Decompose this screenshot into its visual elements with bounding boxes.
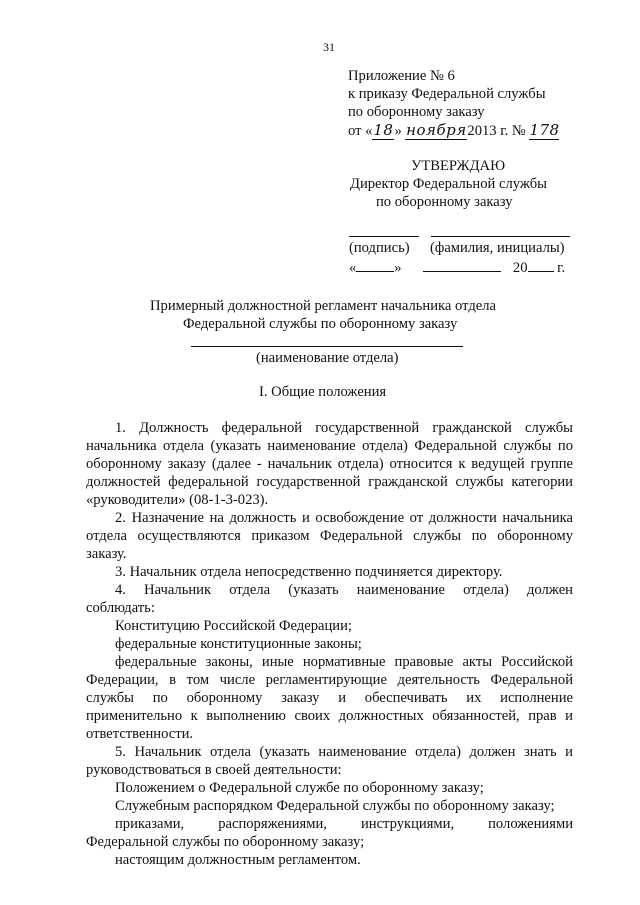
- p5-item-3-line-2: Федеральной службы по оборонному заказу;: [86, 834, 365, 850]
- p4-item-3-line-2: Федерации, в том числе регламентирующие деятельность Федеральной: [86, 672, 573, 688]
- name-caption: (фамилия, инициалы): [430, 240, 565, 256]
- p5-item-2: Служебным распорядком Федеральной службы по оборонному заказу;: [115, 798, 555, 814]
- p5-item-4: настоящим должностным регламентом.: [115, 852, 361, 868]
- page-number: 31: [323, 40, 335, 54]
- p1-line-5: «руководители» (08-1-3-023).: [86, 492, 269, 508]
- year-prefix: 20: [512, 260, 528, 276]
- signature-line: [349, 236, 419, 237]
- handwritten-day: 18: [373, 121, 394, 139]
- document-title-line-2: Федеральной службы по оборонному заказу: [183, 316, 458, 332]
- appendix-line-1: Приложение № 6: [348, 68, 455, 84]
- date-year: 2013 г. №: [467, 123, 526, 139]
- p5-item-1: Положением о Федеральной службе по оборонному заказу;: [115, 780, 484, 796]
- p4-line-2: соблюдать:: [86, 600, 155, 616]
- approval-line-2: по оборонному заказу: [376, 194, 513, 210]
- handwritten-order-number: 178: [529, 121, 560, 139]
- p4-item-3-line-3: службы по оборонному заказу и обеспечивать их исполнение: [86, 690, 573, 706]
- date-open-quote: «: [349, 260, 357, 276]
- appendix-date-line: [348, 121, 559, 140]
- approval-date-line: [349, 257, 565, 277]
- p4-item-3-line-5: ответственности.: [86, 726, 194, 742]
- p5-item-3-line-1: приказами, распоряжениями, инструкциями, положениями: [115, 816, 573, 832]
- blank-month: [423, 257, 501, 272]
- p1-line-1: 1. Должность федеральной государственной гражданской службы: [115, 420, 573, 436]
- approval-title: УТВЕРЖДАЮ: [411, 158, 506, 174]
- section-heading: I. Общие положения: [259, 384, 387, 400]
- p1-line-4: должностей федеральной государственной гражданской службы категории: [86, 474, 573, 490]
- p4-line-1: 4. Начальник отдела (указать наименование отдела) должен: [115, 582, 573, 598]
- name-line: [431, 236, 570, 237]
- appendix-line-3: по оборонному заказу: [348, 104, 485, 120]
- p2-line-3: заказу.: [86, 546, 127, 562]
- p2-line-1: 2. Назначение на должность и освобождение от должности начальника: [115, 510, 573, 526]
- handwritten-month: ноября: [406, 121, 467, 139]
- approval-line-1: Директор Федеральной службы: [350, 176, 547, 192]
- document-title-line-1: Примерный должностной регламент начальника отдела: [150, 298, 496, 314]
- p4-item-1: Конституцию Российской Федерации;: [115, 618, 352, 634]
- p5-line-1: 5. Начальник отдела (указать наименование отдела) должен знать и: [115, 744, 573, 760]
- date-mid: »: [394, 123, 402, 139]
- p3-line-1: 3. Начальник отдела непосредственно подчиняется директору.: [115, 564, 503, 580]
- blank-day: [356, 257, 394, 272]
- p1-line-3: оборонному заказу (далее - начальник отдела) относится к ведущей группе: [86, 456, 573, 472]
- p4-item-3-line-4: применительно к выполнению своих должностных обязанностей, прав и: [86, 708, 573, 724]
- year-suffix: г.: [557, 260, 566, 276]
- department-caption: (наименование отдела): [256, 350, 399, 366]
- p2-line-2: отдела осуществляются приказом Федеральной службы по оборонному: [86, 528, 573, 544]
- date-prefix: от «: [348, 123, 373, 139]
- appendix-line-2: к приказу Федеральной службы: [348, 86, 546, 102]
- p5-line-2: руководствоваться в своей деятельности:: [86, 762, 342, 778]
- date-close-quote: »: [394, 260, 402, 276]
- p4-item-3-line-1: федеральные законы, иные нормативные правовые акты Российской: [115, 654, 573, 670]
- department-line: [191, 346, 463, 347]
- p1-line-2: начальника отдела (указать наименование отдела) Федеральной службы по: [86, 438, 573, 454]
- signature-caption: (подпись): [349, 240, 410, 256]
- p4-item-2: федеральные конституционные законы;: [115, 636, 362, 652]
- blank-year: [528, 257, 554, 272]
